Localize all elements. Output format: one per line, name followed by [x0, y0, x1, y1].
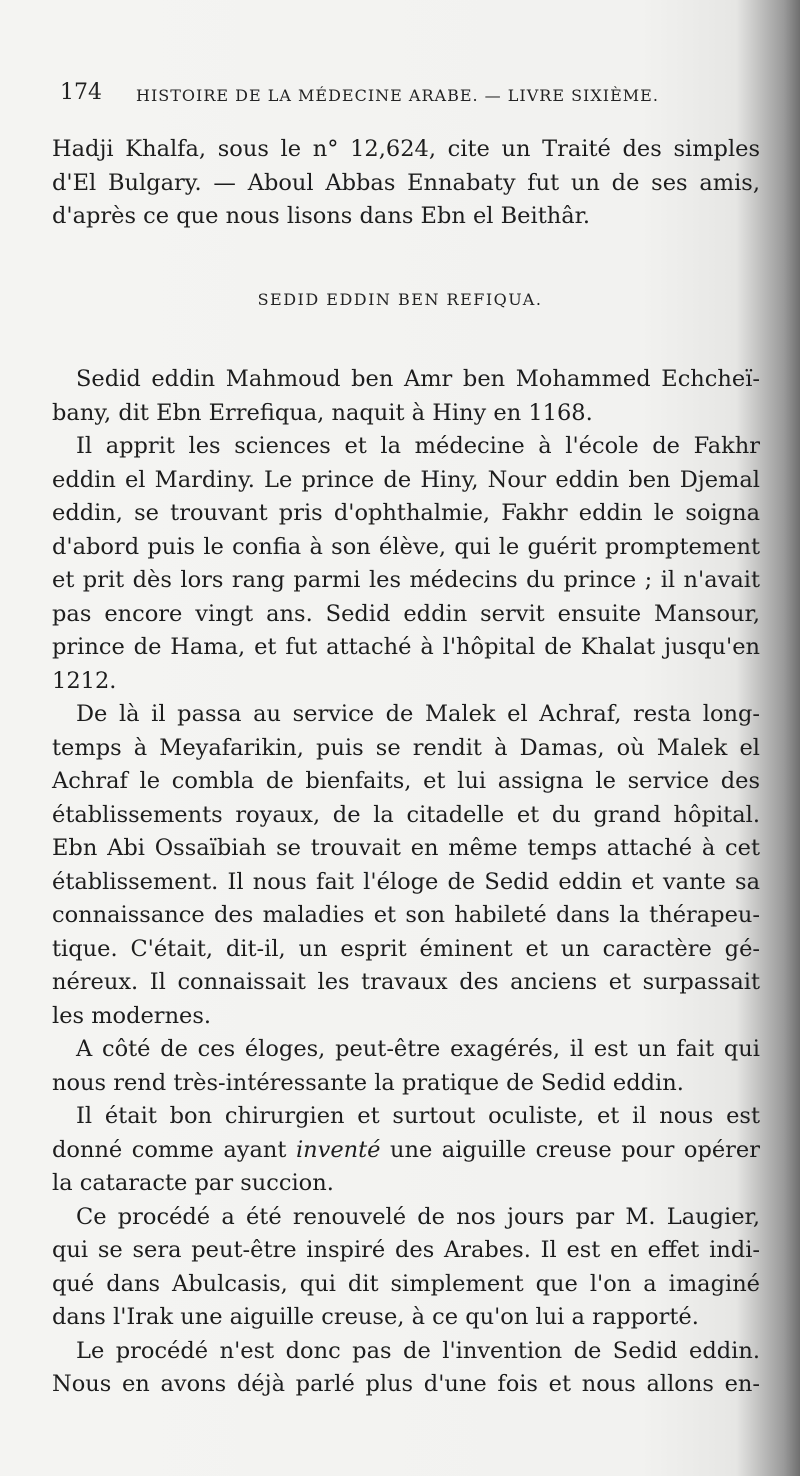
text-line: 1212. — [52, 668, 117, 694]
text-line: qui se sera peut-être inspiré des Arabes. Il est en effet indi- — [52, 1237, 760, 1263]
text-line: temps à Meyafarikin, puis se rendit à Damas, où Malek el — [52, 735, 760, 761]
text-line: A côté de ces éloges, peut-être exagérés, il est un fait qui — [76, 1036, 760, 1062]
text-line: tique. C'était, dit-il, un esprit éminent et un caractère gé- — [52, 936, 760, 962]
text-line-with-italic — [52, 1133, 760, 1167]
text-line: De là il passa au service de Malek el Achraf, resta long- — [76, 701, 760, 727]
text-line: dans l'Irak une aiguille creuse, à ce qu'on lui a rapporté. — [52, 1304, 699, 1330]
text-line: pas encore vingt ans. Sedid eddin servit ensuite Mansour, — [52, 601, 760, 627]
text-line: établissements royaux, de la citadelle et du grand hôpital. — [52, 802, 760, 828]
italic-word: inventé — [295, 1137, 381, 1163]
section-heading: SEDID EDDIN BEN REFIQUA. — [257, 290, 543, 309]
text-line: Hadji Khalfa, sous le n° 12,624, cite un Traité des simples — [52, 136, 760, 162]
text-line: qué dans Abulcasis, qui dit simplement que l'on a imaginé — [52, 1271, 760, 1297]
text-line: et prit dès lors rang parmi les médecins du prince ; il n'avait — [52, 567, 760, 593]
text-line: Ebn Abi Ossaïbiah se trouvait en même temps attaché à cet — [52, 835, 760, 861]
running-title: HISTOIRE DE LA MÉDECINE ARABE. — LIVRE SIXIÈME. — [136, 86, 659, 105]
text-line: Nous en avons déjà parlé plus d'une fois et nous allons en- — [52, 1371, 760, 1397]
text-line: Achraf le combla de bienfaits, et lui assigna le service des — [52, 768, 760, 794]
running-header — [60, 80, 750, 114]
text-fragment: une aiguille creuse pour opérer — [380, 1137, 760, 1163]
text-line: Il apprit les sciences et la médecine à l'école de Fakhr — [76, 433, 760, 459]
page-number: 174 — [60, 80, 102, 105]
text-line: Le procédé n'est donc pas de l'invention de Sedid eddin. — [76, 1338, 760, 1364]
text-line: nous rend très-intéressante la pratique de Sedid eddin. — [52, 1070, 684, 1096]
text-fragment: donné comme ayant — [52, 1137, 296, 1163]
text-line: eddin, se trouvant pris d'ophthalmie, Fakhr eddin le soigna — [52, 500, 760, 526]
text-line: eddin el Mardiny. Le prince de Hiny, Nour eddin ben Djemal — [52, 467, 760, 493]
text-line: d'El Bulgary. — Aboul Abbas Ennabaty fut un de ses amis, — [52, 170, 760, 196]
text-line: néreux. Il connaissait les travaux des anciens et surpassait — [52, 969, 760, 995]
text-line: d'après ce que nous lisons dans Ebn el Beithâr. — [52, 203, 591, 229]
text-line: connaissance des maladies et son habileté dans la thérapeu- — [52, 902, 760, 928]
text-line: Ce procédé a été renouvelé de nos jours par M. Laugier, — [76, 1204, 760, 1230]
text-line: la cataracte par succion. — [52, 1170, 334, 1196]
text-line: prince de Hama, et fut attaché à l'hôpital de Khalat jusqu'en — [52, 634, 760, 660]
text-line: établissement. Il nous fait l'éloge de Sedid eddin et vante sa — [52, 869, 760, 895]
text-line: Sedid eddin Mahmoud ben Amr ben Mohammed Echcheï- — [76, 366, 760, 392]
text-line: Il était bon chirurgien et surtout oculiste, et il nous est — [76, 1103, 760, 1129]
text-line: d'abord puis le confia à son élève, qui le guérit promptement — [52, 534, 760, 560]
text-line: les modernes. — [52, 1003, 212, 1029]
text-line: bany, dit Ebn Errefiqua, naquit à Hiny en 1168. — [52, 400, 593, 426]
